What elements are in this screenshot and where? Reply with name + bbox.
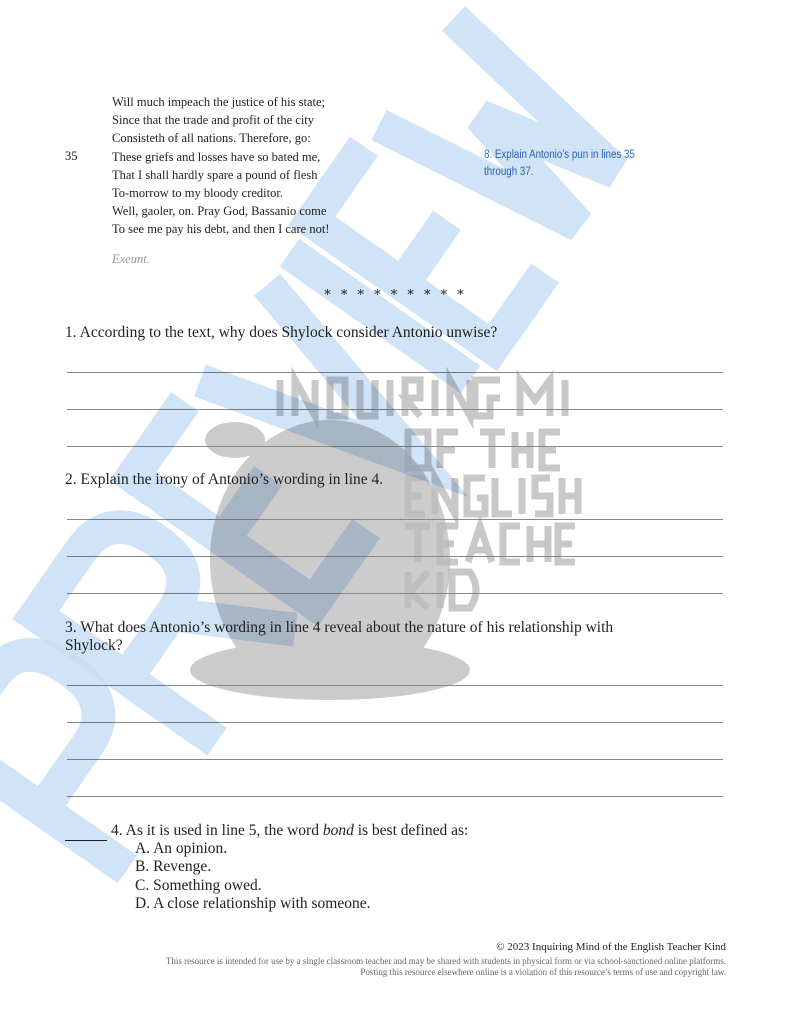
answer-line[interactable] [67, 519, 723, 520]
option-a: A. An opinion. [135, 840, 228, 857]
question-4-term: bond [322, 822, 354, 839]
question-4-text: is best defined as: [353, 822, 469, 839]
answer-blank[interactable] [65, 822, 107, 841]
verse-line: Will much impeach the justice of his state; [112, 95, 325, 109]
answer-line[interactable] [67, 722, 723, 723]
verse-line: That I shall hardly spare a pound of flesh [112, 167, 318, 182]
answer-line[interactable] [67, 446, 723, 447]
answer-line[interactable] [67, 759, 723, 760]
separator: * * * * * * * * * [324, 288, 467, 303]
question-2: 2. Explain the irony of Antonio’s wording in line 4. [65, 471, 384, 488]
question-4 [65, 822, 468, 841]
answer-line[interactable] [67, 556, 723, 557]
question-3-line: 3. What does Antonio’s wording in line 4 reveal about the nature of his relationship with [65, 619, 614, 636]
answer-line[interactable] [67, 685, 723, 686]
verse-line: Well, gaoler, on. Pray God, Bassanio come [112, 204, 327, 219]
question-1: 1. According to the text, why does Shylock consider Antonio unwise? [65, 324, 498, 341]
verse-line: Since that the trade and profit of the city [112, 113, 315, 128]
question-4-text: 4. As it is used in line 5, the word [111, 822, 323, 839]
verse-line: To-morrow to my bloody creditor. [112, 186, 283, 201]
question-3 [65, 619, 613, 655]
option-b: B. Revenge. [135, 858, 212, 875]
line-number: 35 [65, 149, 78, 163]
margin-note-line: through 37. [484, 166, 534, 178]
verse-passage [112, 93, 329, 239]
footer-terms: Posting this resource elsewhere online is a violation of this resource’s terms of use and copyright law. [360, 967, 726, 977]
verse-line: These griefs and losses have so bated me, [112, 149, 321, 164]
option-c: C. Something owed. [135, 877, 262, 894]
footer-copyright: © 2023 Inquiring Mind of the English Teacher Kind [496, 941, 726, 953]
margin-note-line: 8. Explain Antonio’s pun in lines 35 [484, 149, 635, 161]
answer-line[interactable] [67, 593, 723, 594]
margin-note [484, 147, 635, 181]
answer-line[interactable] [67, 372, 723, 373]
verse-line: To see me pay his debt, and then I care not! [112, 222, 330, 237]
stage-direction: Exeunt. [112, 252, 150, 266]
option-d: D. A close relationship with someone. [135, 895, 371, 912]
verse-line: Consisteth of all nations. Therefore, go: [112, 131, 311, 146]
answer-line[interactable] [67, 796, 723, 797]
footer-terms: This resource is intended for use by a single classroom teacher and may be shared with students in physical form or via school-sanctioned online platforms. [165, 956, 726, 966]
question-3-line: Shylock? [65, 637, 123, 654]
answer-line[interactable] [67, 409, 723, 410]
